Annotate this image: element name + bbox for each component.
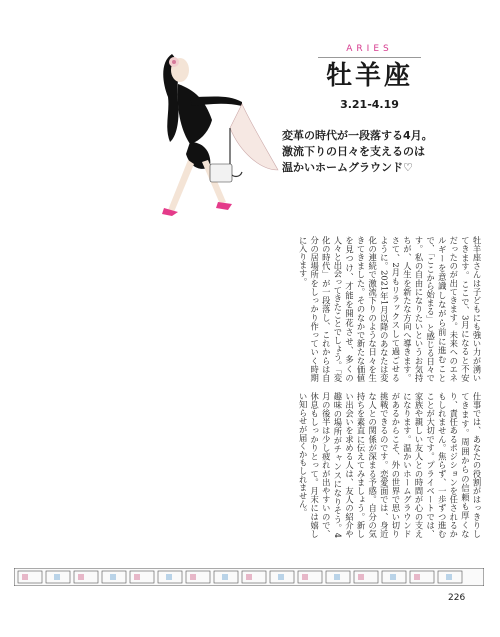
body-column-row-1: 牡羊座さんは子どもにも強い力が湧いてきます。ここで、3月になると不安だったのが出てきます。未来へのエネルギーを意識しながら前に進むことで、「ここから始まる」と感じる日々です。私の自由になりたいというお気持ちが、人生を新たな方向へ導きます。さて、2月もリラックスして過ごせるように。2021年1月以降のあなたは変化の連続で激流下りのような日々を生きてきました。そのなかで新たな価値を見つけ、才能を開花させ、多くの人々と出会ってきたことでしょう。「変化の時代」が一段落し、これからは自分の居場所をしっかり作っていく時期に入ります。 — [298, 236, 482, 382]
page-title: 牡羊座 — [325, 61, 413, 91]
lead-line-1: 変革の時代が一段落する4月。 — [282, 129, 433, 142]
header-rule — [318, 57, 421, 58]
date-range: 3.21-4.19 — [340, 98, 399, 111]
lead-line-2: 激流下りの日々を支えるのは — [282, 145, 425, 158]
page-number: 226 — [448, 593, 466, 603]
lead-line-3: 温かいホームグラウンド♡ — [282, 161, 413, 174]
decorative-border-strip — [14, 568, 484, 586]
body-column-row-2: 仕事では、あなたの役割がはっきりしてきます。周囲からの信頼も厚くなり、責任あるポジションを任されるかもしれません。焦らず、一歩ずつ進むことが大切です。プライベートでは、家族や親しい友人との時間が心の支えになります。温かいホームグラウンドがあるからこそ、外の世界で思い切り挑戦できるのです。恋愛面では、身近な人との関係が深まる予感。自分の気持ちを素直に伝えてみましょう。新しい出会いを求める人は、友人の紹介や趣味の場所がチャンスになりそう。4月の後半は少し疲れが出やすいので、休息もしっかりとって。月末には嬉しい知らせが届くかもしれません。 — [298, 392, 482, 538]
sign-label: ARIES — [346, 44, 393, 54]
lead-text — [282, 128, 477, 176]
article-body — [22, 236, 482, 536]
sign-header — [312, 44, 427, 111]
illustration-woman-reclining — [150, 42, 285, 217]
